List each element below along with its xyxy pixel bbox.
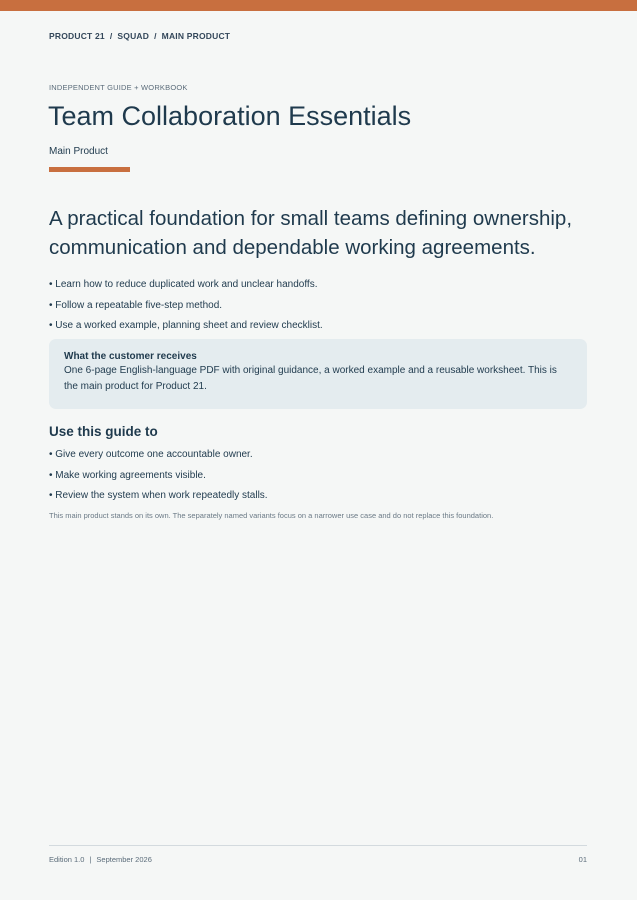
callout-body: One 6-page English-language PDF with original guidance, a worked example and a reusable worksheet. This is the main product for Product 21. xyxy=(64,365,557,392)
list-item: • Review the system when work repeatedly stalls. xyxy=(49,490,268,501)
page-title: Team Collaboration Essentials xyxy=(48,101,412,131)
benefits-list xyxy=(49,279,323,341)
document-kicker: INDEPENDENT GUIDE + WORKBOOK xyxy=(49,83,188,92)
footer-divider xyxy=(49,845,587,846)
breadcrumb xyxy=(49,31,230,41)
breadcrumb-separator: / xyxy=(109,31,113,41)
breadcrumb-item-product: PRODUCT 21 xyxy=(49,31,105,41)
list-item: • Use a worked example, planning sheet and review checklist. xyxy=(49,320,323,331)
use-cases-list xyxy=(49,449,268,511)
deliverable-callout xyxy=(49,339,587,409)
list-item: • Follow a repeatable five-step method. xyxy=(49,299,223,311)
list-item: • Learn how to reduce duplicated work and unclear handoffs. xyxy=(49,279,318,290)
title-accent-rule xyxy=(49,167,130,172)
section-heading-use: Use this guide to xyxy=(49,424,158,439)
edition-date: September 2026 xyxy=(96,855,152,864)
page-number: 01 xyxy=(578,855,587,864)
breadcrumb-separator: / xyxy=(154,31,157,41)
top-accent-bar xyxy=(0,0,637,11)
breadcrumb-item-squad: SQUAD xyxy=(117,31,150,41)
list-item: • Give every outcome one accountable owner. xyxy=(49,449,253,460)
page-subtitle: Main Product xyxy=(49,146,108,157)
callout-title: What the customer receives xyxy=(64,351,197,362)
footnote: This main product stands on its own. The separately named variants focus on a narrower use case and do not replace this foundation. xyxy=(49,511,494,520)
breadcrumb-item-main-product: MAIN PRODUCT xyxy=(161,31,231,41)
edition-label: Edition 1.0 xyxy=(49,855,85,864)
footer-separator: | xyxy=(89,855,92,864)
footer-edition xyxy=(49,855,152,864)
list-item: • Make working agreements visible. xyxy=(49,469,206,481)
lead-statement: A practical foundation for small teams defining ownership, communication and dependable working agreements. xyxy=(49,207,573,259)
